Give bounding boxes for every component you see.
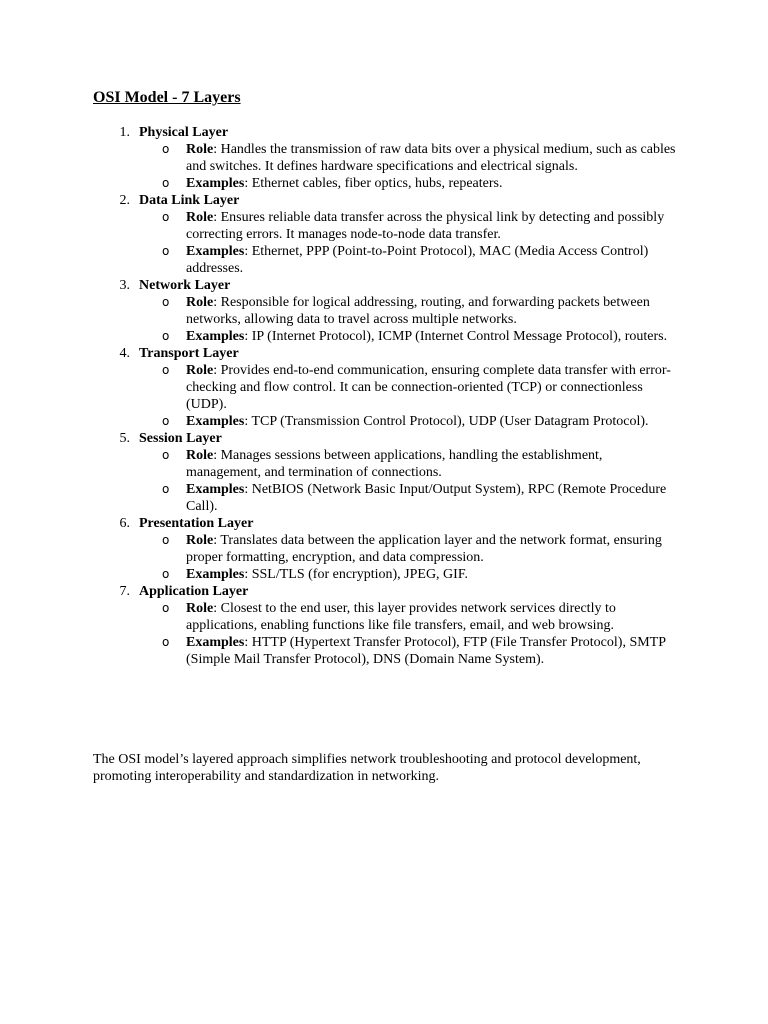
examples-text: : SSL/TLS (for encryption), JPEG, GIF. xyxy=(244,567,468,582)
layer-name: Application Layer xyxy=(139,584,249,599)
examples-text: : Ethernet cables, fiber optics, hubs, repeaters. xyxy=(244,176,503,191)
layer-name: Network Layer xyxy=(139,278,231,293)
role-item xyxy=(0,447,676,481)
bullet-icon: o xyxy=(162,210,170,224)
examples-label: Examples xyxy=(186,567,245,582)
role-label: Role xyxy=(186,363,214,378)
role-item xyxy=(0,532,676,566)
bullet-icon: o xyxy=(162,329,170,343)
bullet-icon: o xyxy=(162,363,170,377)
examples-label: Examples xyxy=(186,482,245,497)
bullet-icon: o xyxy=(162,567,170,581)
layer-number: 2. xyxy=(119,193,130,208)
document-title: OSI Model - 7 Layers xyxy=(93,89,241,106)
role-item xyxy=(0,294,676,328)
role-label: Role xyxy=(186,448,214,463)
examples-item xyxy=(0,566,676,583)
bullet-icon: o xyxy=(162,414,170,428)
layer-number: 7. xyxy=(119,584,130,599)
layer-list xyxy=(0,124,768,668)
examples-text: : NetBIOS (Network Basic Input/Output System), RPC (Remote Procedure Call). xyxy=(186,482,667,514)
layer-heading xyxy=(0,345,768,362)
examples-item xyxy=(0,175,676,192)
role-item xyxy=(0,209,676,243)
bullet-icon: o xyxy=(162,448,170,462)
role-item xyxy=(0,600,676,634)
examples-text: : HTTP (Hypertext Transfer Protocol), FTP (File Transfer Protocol), SMTP (Simple Mail Transfer Protocol), DNS (Domain Name System). xyxy=(186,635,666,667)
role-text: : Provides end-to-end communication, ensuring complete data transfer with error-checking and flow control. It can be connection-oriented (TCP) or connectionless (UDP). xyxy=(186,363,671,412)
role-label: Role xyxy=(186,210,214,225)
bullet-icon: o xyxy=(162,295,170,309)
layer-item xyxy=(0,583,768,668)
role-text: : Manages sessions between applications, handling the establishment, management, and termination of connections. xyxy=(186,448,603,480)
layer-heading xyxy=(0,430,768,447)
layer-heading xyxy=(0,583,768,600)
layer-heading xyxy=(0,277,768,294)
layer-number: 5. xyxy=(119,431,130,446)
examples-item xyxy=(0,481,676,515)
examples-text: : Ethernet, PPP (Point-to-Point Protocol), MAC (Media Access Control) addresses. xyxy=(186,244,649,276)
layer-number: 3. xyxy=(119,278,130,293)
bullet-icon: o xyxy=(162,482,170,496)
bullet-icon: o xyxy=(162,244,170,258)
examples-label: Examples xyxy=(186,176,245,191)
layer-number: 1. xyxy=(119,125,130,140)
role-text: : Closest to the end user, this layer provides network services directly to applications, enabling functions like file transfers, email, and web browsing. xyxy=(186,601,616,633)
layer-heading xyxy=(0,515,768,532)
layer-item xyxy=(0,430,768,515)
layer-item xyxy=(0,124,768,192)
role-label: Role xyxy=(186,295,214,310)
role-text: : Responsible for logical addressing, routing, and forwarding packets between networks, allowing data to travel across multiple networks. xyxy=(186,295,650,327)
bullet-icon: o xyxy=(162,533,170,547)
layer-item xyxy=(0,192,768,277)
role-item xyxy=(0,362,676,413)
examples-item xyxy=(0,328,676,345)
layer-name: Transport Layer xyxy=(139,346,239,361)
role-label: Role xyxy=(186,601,214,616)
examples-label: Examples xyxy=(186,414,245,429)
layer-name: Presentation Layer xyxy=(139,516,254,531)
examples-text: : TCP (Transmission Control Protocol), UDP (User Datagram Protocol). xyxy=(244,414,649,429)
layer-item xyxy=(0,277,768,345)
layer-heading xyxy=(0,192,768,209)
layer-number: 6. xyxy=(119,516,130,531)
role-text: : Translates data between the application layer and the network format, ensuring proper formatting, encryption, and data compression. xyxy=(186,533,662,565)
examples-text: : IP (Internet Protocol), ICMP (Internet Control Message Protocol), routers. xyxy=(244,329,668,344)
layer-item xyxy=(0,345,768,430)
examples-label: Examples xyxy=(186,329,245,344)
examples-item xyxy=(0,413,676,430)
layer-number: 4. xyxy=(119,346,130,361)
examples-item xyxy=(0,634,676,668)
closing-paragraph: The OSI model’s layered approach simplifies network troubleshooting and protocol development, promoting interoperability and standardization in networking. xyxy=(93,752,641,784)
role-text: : Ensures reliable data transfer across the physical link by detecting and possibly correcting errors. It manages node-to-node data transfer. xyxy=(186,210,665,242)
bullet-icon: o xyxy=(162,142,170,156)
examples-label: Examples xyxy=(186,635,245,650)
bullet-icon: o xyxy=(162,601,170,615)
layer-name: Session Layer xyxy=(139,431,222,446)
role-text: : Handles the transmission of raw data bits over a physical medium, such as cables and switches. It defines hardware specifications and electrical signals. xyxy=(186,142,676,174)
layer-heading xyxy=(0,124,768,141)
bullet-icon: o xyxy=(162,176,170,190)
layer-name: Data Link Layer xyxy=(139,193,240,208)
examples-label: Examples xyxy=(186,244,245,259)
bullet-icon: o xyxy=(162,635,170,649)
layer-name: Physical Layer xyxy=(139,125,229,140)
role-label: Role xyxy=(186,533,214,548)
layer-item xyxy=(0,515,768,583)
role-label: Role xyxy=(186,142,214,157)
examples-item xyxy=(0,243,676,277)
role-item xyxy=(0,141,676,175)
